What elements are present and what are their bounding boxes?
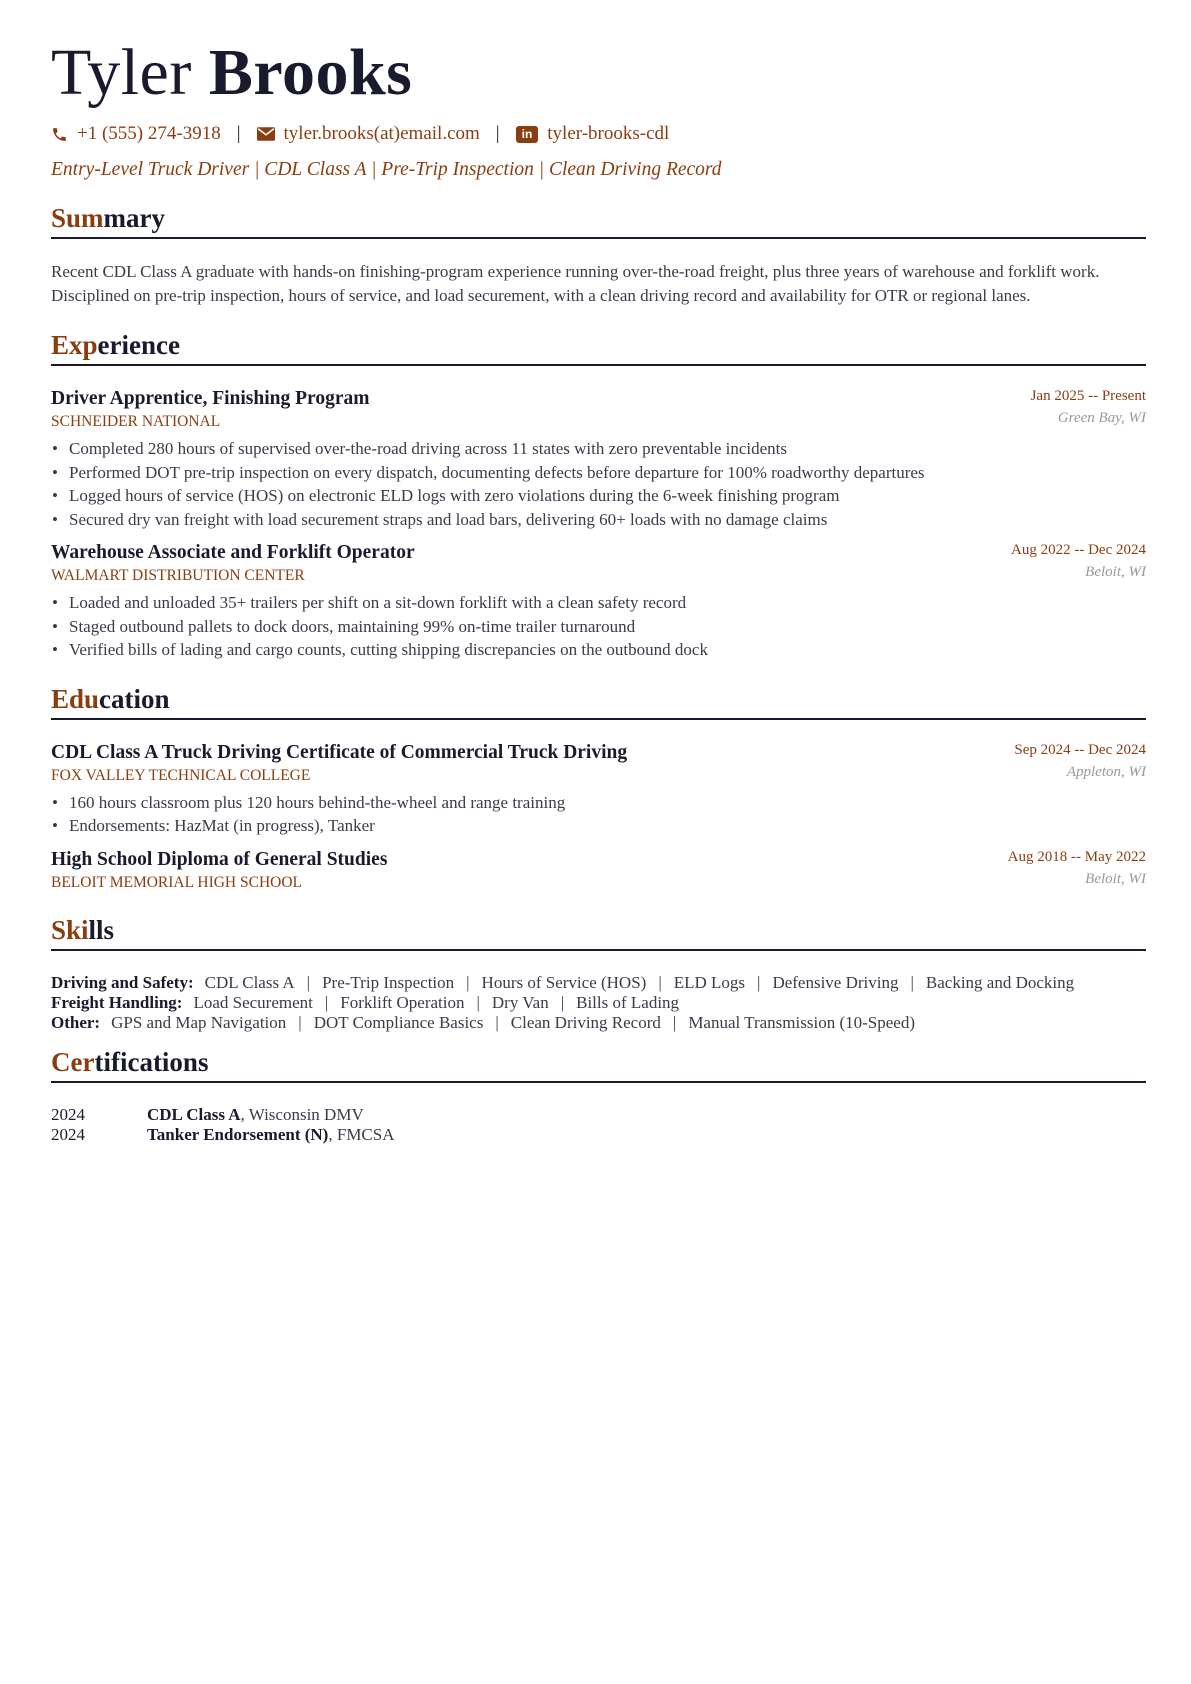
bullet-item: • Staged outbound pallets to dock doors, maintaining 99% on-time trailer turnaround — [51, 615, 1146, 639]
phone-icon — [51, 126, 68, 143]
skills-section — [51, 915, 1146, 1033]
skill-item: ELD Logs — [673, 972, 746, 992]
skills-list — [51, 973, 1146, 1033]
employer: SCHNEIDER NATIONAL — [51, 413, 221, 431]
summary-section — [51, 203, 1146, 308]
skill-item: Manual Transmission (10-Speed) — [688, 1012, 915, 1032]
skill-category: Driving and Safety: — [51, 972, 194, 992]
skill-separator: | — [306, 972, 311, 992]
location: Green Bay, WI — [1057, 410, 1146, 427]
date-range: Jan 2025 -- Present — [1030, 388, 1146, 405]
skill-separator: | — [560, 992, 565, 1012]
skill-item: Hours of Service (HOS) — [481, 972, 647, 992]
skill-item: Defensive Driving — [772, 972, 899, 992]
bullet-list — [51, 791, 1146, 838]
date-range: Aug 2022 -- Dec 2024 — [1011, 542, 1146, 559]
heading-accent: Sum — [51, 203, 104, 233]
summary-text: Recent CDL Class A graduate with hands-on finishing-program experience running over-the-road freight, plus three years of warehouse and forklift work. Disciplined on pre-trip inspection, hours of service, and load securement, with a clean driving record and availability for OTR or regional lanes. — [51, 262, 1100, 306]
bullet-item: • Completed 280 hours of supervised over-the-road driving across 11 states with zero preventable incidents — [51, 437, 1146, 461]
cert-issuer: , Wisconsin DMV — [240, 1104, 364, 1124]
cert-name: CDL Class A — [147, 1104, 241, 1124]
job-title: Warehouse Associate and Forklift Operator — [51, 542, 415, 564]
heading-accent: Exp — [51, 330, 98, 361]
section-heading — [51, 915, 1146, 951]
section-heading — [51, 1047, 1146, 1083]
linkedin-icon: in — [516, 126, 539, 143]
experience-section — [51, 330, 1146, 662]
skill-separator: | — [298, 1012, 302, 1032]
education-entry — [51, 741, 1146, 838]
bullet-item: • Logged hours of service (HOS) on electronic ELD logs with zero violations during the 6-week finishing program — [51, 484, 1146, 508]
linkedin-handle: tyler-brooks-cdl — [547, 123, 670, 144]
cert-row — [51, 1125, 1146, 1145]
employer: WALMART DISTRIBUTION CENTER — [51, 567, 305, 585]
skill-separator: | — [495, 1012, 499, 1032]
location: Beloit, WI — [1085, 564, 1146, 581]
cert-name: Tanker Endorsement (N) — [147, 1124, 329, 1144]
heading-accent: Ski — [51, 914, 89, 945]
certifications-section — [51, 1047, 1146, 1145]
skill-item: Clean Driving Record — [510, 1012, 661, 1032]
email-address: tyler.brooks(at)email.com — [283, 123, 480, 144]
institution: FOX VALLEY TECHNICAL COLLEGE — [51, 766, 311, 784]
education-section — [51, 684, 1146, 893]
contact-line — [51, 123, 1146, 145]
skill-item: DOT Compliance Basics — [313, 1012, 484, 1032]
phone-number: +1 (555) 274-3918 — [77, 123, 221, 144]
bullet-list — [51, 437, 1146, 531]
experience-entry — [51, 541, 1146, 662]
skill-row — [51, 1013, 1146, 1033]
job-title: Driver Apprentice, Finishing Program — [51, 388, 370, 410]
skill-separator: | — [476, 992, 480, 1012]
bullet-list — [51, 591, 1146, 662]
bullet-item: • 160 hours classroom plus 120 hours behind-the-wheel and range training — [51, 791, 1146, 815]
heading-rest: erience — [97, 330, 180, 361]
skill-row — [51, 973, 1146, 993]
skill-separator: | — [757, 972, 761, 992]
email-contact[interactable] — [257, 123, 480, 145]
cert-row — [51, 1105, 1146, 1125]
skill-separator: | — [658, 972, 662, 992]
headline-tagline: Entry-Level Truck Driver | CDL Class A | Pre-Trip Inspection | Clean Driving Record — [51, 159, 722, 180]
degree-title: High School Diploma of General Studies — [51, 848, 388, 870]
linkedin-contact[interactable] — [516, 123, 670, 145]
date-range: Sep 2024 -- Dec 2024 — [1014, 741, 1146, 758]
bullet-item: • Loaded and unloaded 35+ trailers per shift on a sit-down forklift with a clean safety record — [51, 591, 1146, 615]
skill-item: Pre-Trip Inspection — [322, 972, 455, 992]
cert-year: 2024 — [51, 1124, 85, 1144]
location: Appleton, WI — [1066, 763, 1146, 780]
location: Beloit, WI — [1085, 870, 1146, 887]
skill-item: Backing and Docking — [925, 972, 1075, 992]
skill-category: Other: — [51, 1012, 101, 1032]
skill-separator: | — [672, 1012, 677, 1032]
institution: BELOIT MEMORIAL HIGH SCHOOL — [51, 873, 303, 891]
skill-separator: | — [910, 972, 914, 992]
skill-item: Load Securement — [193, 992, 313, 1012]
skill-item: CDL Class A — [204, 972, 295, 992]
phone-contact[interactable] — [51, 123, 221, 145]
heading-accent: Cer — [51, 1046, 95, 1077]
heading-rest: mary — [103, 203, 166, 233]
skill-item: Dry Van — [491, 992, 549, 1012]
skill-category: Freight Handling: — [51, 992, 183, 1012]
skill-row — [51, 993, 1146, 1013]
skill-separator: | — [324, 992, 329, 1012]
cert-issuer: , FMCSA — [328, 1124, 395, 1144]
bullet-item: • Secured dry van freight with load securement straps and load bars, delivering 60+ loads with no damage claims — [51, 508, 1146, 532]
heading-rest: lls — [88, 914, 115, 945]
heading-rest: cation — [99, 683, 170, 714]
experience-entry — [51, 387, 1146, 531]
bullet-item: • Performed DOT pre-trip inspection on every dispatch, documenting defects before departure for 100% roadworthy departures — [51, 461, 1146, 485]
resume-page — [51, 36, 1146, 1145]
section-heading — [51, 684, 1146, 720]
candidate-name — [51, 36, 1146, 109]
skill-item: Forklift Operation — [340, 992, 465, 1012]
skill-item: Bills of Lading — [576, 992, 680, 1012]
heading-rest: tifications — [94, 1046, 209, 1077]
cert-year: 2024 — [51, 1104, 85, 1124]
heading-accent: Edu — [51, 683, 100, 714]
bullet-item: • Verified bills of lading and cargo counts, cutting shipping discrepancies on the outbound dock — [51, 638, 1146, 662]
skill-separator: | — [466, 972, 470, 992]
envelope-icon — [257, 127, 275, 141]
degree-title: CDL Class A Truck Driving Certificate of Commercial Truck Driving — [51, 741, 628, 763]
contact-separator: | — [495, 123, 500, 144]
skill-item: GPS and Map Navigation — [111, 1012, 287, 1032]
contact-separator: | — [236, 123, 241, 144]
section-heading — [51, 330, 1146, 366]
last-name: Brooks — [208, 36, 413, 109]
certifications-list — [51, 1105, 1146, 1145]
bullet-item: • Endorsements: HazMat (in progress), Tanker — [51, 814, 1146, 838]
education-entry — [51, 848, 1146, 893]
first-name: Tyler — [51, 36, 192, 109]
date-range: Aug 2018 -- May 2022 — [1007, 848, 1146, 865]
section-heading — [51, 203, 1146, 239]
